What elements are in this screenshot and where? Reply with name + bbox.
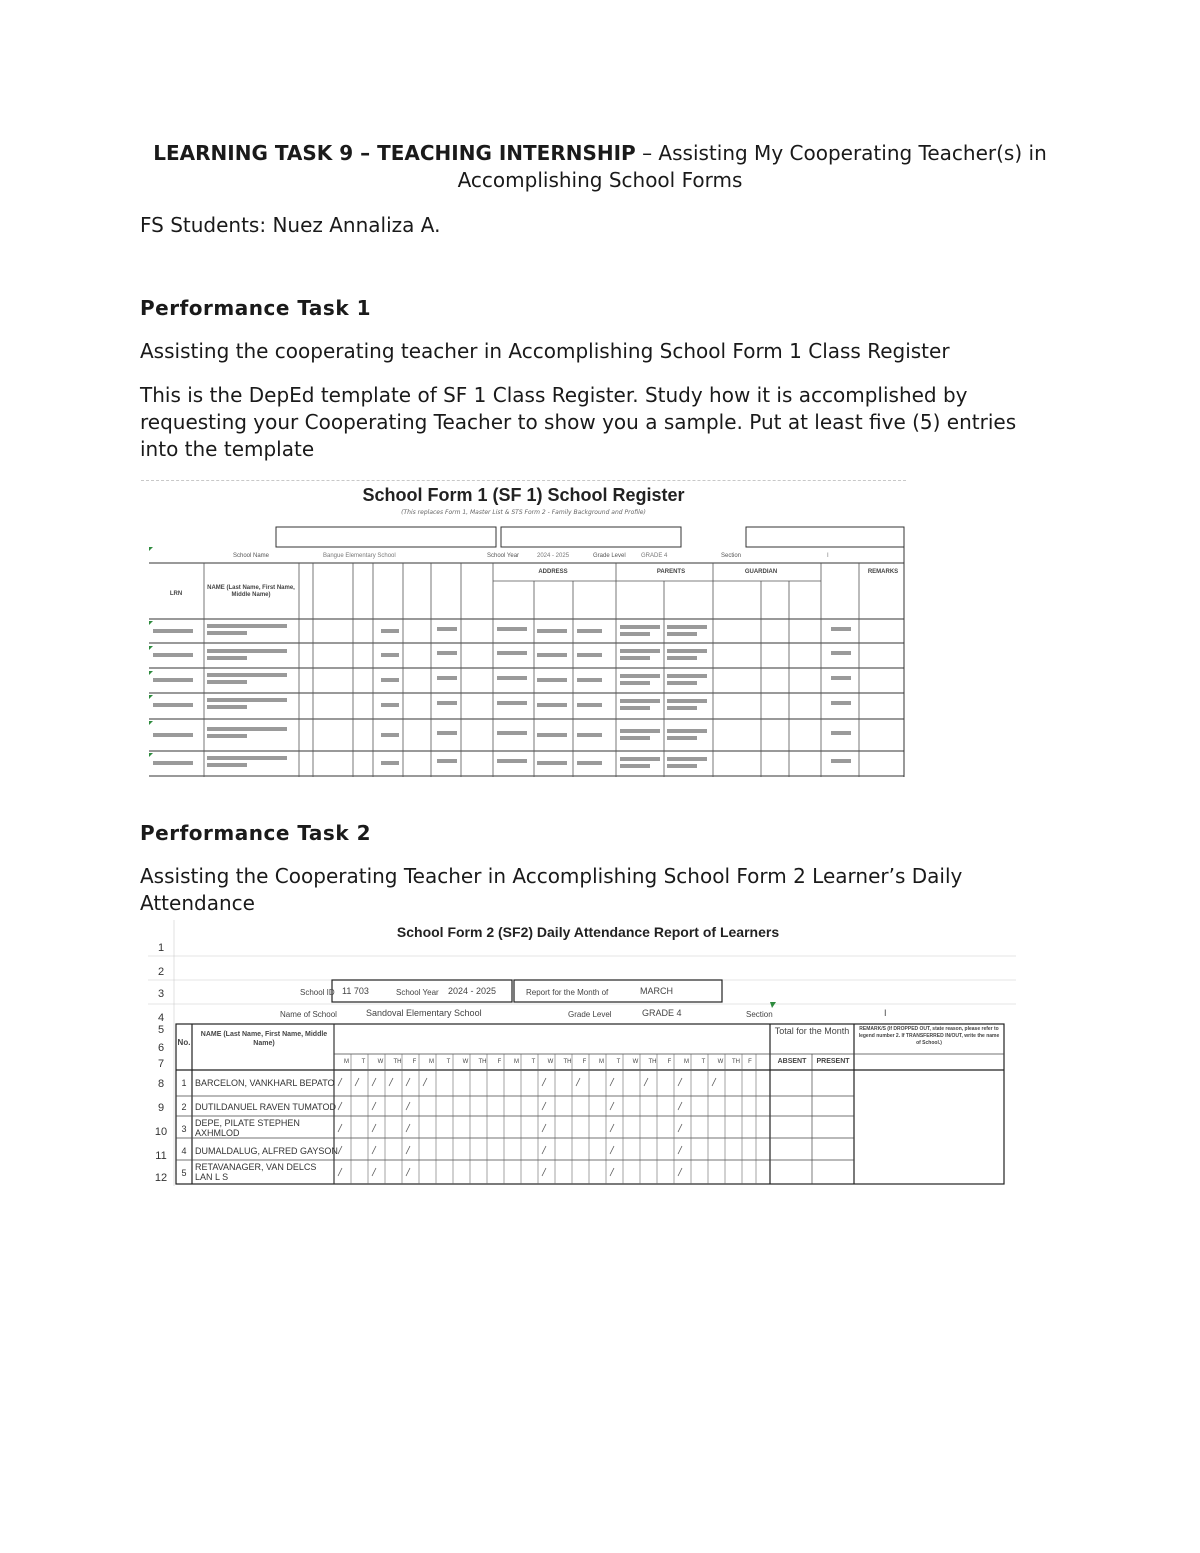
- sf2-learner-no: 5: [181, 1168, 187, 1178]
- sf2-school-name: Sandoval Elementary School: [366, 1008, 482, 1018]
- sf2-day-letter: F: [582, 1059, 587, 1065]
- sf2-row-number: 10: [154, 1126, 168, 1138]
- sf2-day-letter: F: [748, 1059, 752, 1065]
- sf2-day-letter: T: [361, 1059, 366, 1065]
- sf2-section-label: Section: [746, 1010, 773, 1019]
- sf2-school-id: 11 703: [342, 986, 369, 996]
- sf2-learner-no: 2: [181, 1102, 187, 1112]
- sf2-month-label: Report for the Month of: [526, 988, 609, 997]
- sf1-col-remarks: REMARKS: [867, 569, 899, 575]
- sf2-school-year: 2024 - 2025: [448, 986, 497, 996]
- sf2-day-letter: T: [701, 1059, 706, 1065]
- sf1-title: School Form 1 (SF 1) School Register: [362, 485, 685, 505]
- sf2-day-letter: M: [344, 1059, 349, 1065]
- sf1-col-guardian: GUARDIAN: [744, 569, 778, 575]
- sf2-day-letter: W: [377, 1059, 384, 1065]
- sf1-subtitle: (This replaces Form 1, Master List & STS Form 2 - Family Background and Profile): [401, 509, 646, 516]
- task2-subtitle: Assisting the Cooperating Teacher in Accomplishing School Form 2 Learner’s Daily Attendance: [140, 864, 963, 915]
- sf2-day-letter: TH: [478, 1059, 487, 1065]
- sf2-day-letter: F: [412, 1059, 417, 1065]
- sf1-col-name: NAME (Last Name, First Name, Middle Name): [207, 585, 295, 598]
- sf2-day-letter: TH: [648, 1059, 657, 1065]
- sf1-grid: [141, 481, 906, 777]
- sf2-day-letter: T: [531, 1059, 536, 1065]
- sf2-learner-name: DUTILDANUEL RAVEN TUMATOD: [195, 1102, 337, 1112]
- sf2-day-letter: TH: [732, 1059, 740, 1065]
- sf2-row-number: 5: [157, 1024, 165, 1036]
- sf1-col-parents: PARENTS: [656, 569, 686, 575]
- sf2-day-letter: W: [462, 1059, 469, 1065]
- sf1-section-label: Section: [721, 553, 742, 559]
- sf2-day-letter: F: [667, 1059, 672, 1065]
- sf2-row-number: 3: [157, 988, 165, 1000]
- sf1-screenshot: [141, 480, 906, 777]
- sf2-row-number: 7: [157, 1058, 165, 1070]
- sf2-school-name-label: Name of School: [280, 1010, 337, 1019]
- sf2-row-number: 1: [157, 942, 165, 954]
- sf2-row-number: 11: [155, 1150, 167, 1162]
- sf2-no-header: No.: [177, 1038, 191, 1047]
- sf2-title: School Form 2 (SF2) Daily Attendance Report of Learners: [396, 924, 780, 940]
- sf2-row-number: 6: [157, 1042, 165, 1054]
- sf2-row-number: 2: [157, 966, 165, 978]
- sf2-section: I: [884, 1008, 887, 1018]
- students-line: FS Students: Nuez Annaliza A.: [140, 213, 441, 237]
- sf2-total-header: Total for the Month: [774, 1026, 850, 1036]
- sf2-learner-name: BARCELON, VANKHARL BEPATO: [195, 1078, 335, 1088]
- sf2-present-header: PRESENT: [816, 1058, 850, 1065]
- sf2-learner-name: DEPE, PILATE STEPHEN AXHMLOD: [195, 1118, 300, 1138]
- sf1-grade-label: Grade Level: [593, 553, 626, 559]
- task1-heading: Performance Task 1: [140, 296, 371, 320]
- sf2-learner-no: 1: [181, 1078, 187, 1088]
- sf2-remarks-header: REMARK/S (If DROPPED OUT, state reason, please refer to legend number 2. If TRANSFERRED IN/OUT, write the name of School.): [858, 1026, 1000, 1046]
- sf2-row-number: 4: [157, 1012, 165, 1024]
- title-rest: – Assisting My Cooperating Teacher(s) in Accomplishing School Forms: [457, 141, 1047, 192]
- sf1-school-name-label: School Name: [233, 553, 270, 559]
- sf2-school-id-label: School ID: [300, 988, 335, 997]
- sf2-school-year-label: School Year: [396, 988, 439, 997]
- sf2-name-header: NAME (Last Name, First Name, Middle Name): [200, 1031, 328, 1047]
- sf2-day-letter: M: [684, 1059, 689, 1065]
- sf2-day-letter: M: [429, 1059, 434, 1065]
- sf2-day-letter: TH: [393, 1059, 402, 1065]
- sf2-day-letter: T: [616, 1059, 621, 1065]
- title-bold: LEARNING TASK 9 – TEACHING INTERNSHIP: [153, 141, 636, 165]
- sf1-section: I: [827, 553, 829, 559]
- task2-heading: Performance Task 2: [140, 821, 371, 845]
- sf2-day-letter: T: [446, 1059, 451, 1065]
- sf2-month: MARCH: [640, 986, 673, 996]
- sf2-learner-no: 4: [181, 1146, 187, 1156]
- sf2-grade-label: Grade Level: [568, 1010, 612, 1019]
- sf2-day-letter: M: [599, 1059, 604, 1065]
- sf2-day-letter: F: [497, 1059, 502, 1065]
- sf2-day-letter: W: [632, 1059, 639, 1065]
- sf2-learner-name: DUMALDALUG, ALFRED GAYSON: [195, 1146, 338, 1156]
- sf2-day-letter: W: [547, 1059, 554, 1065]
- sf1-school-name: Bangue Elementary School: [323, 553, 396, 559]
- sf1-school-year-label: School Year: [487, 553, 520, 559]
- sf1-school-year: 2024 - 2025: [537, 553, 570, 559]
- task1-subtitle: Assisting the cooperating teacher in Accomplishing School Form 1 Class Register: [140, 339, 950, 363]
- sf2-row-number: 8: [157, 1078, 165, 1090]
- sf2-day-letter: W: [717, 1059, 724, 1065]
- sf2-screenshot: [148, 920, 1016, 1186]
- sf2-learner-no: 3: [181, 1124, 187, 1134]
- document-title: [140, 140, 1060, 194]
- task1-instructions: This is the DepEd template of SF 1 Class Register. Study how it is accomplished by requesting your Cooperating Teacher to show you a sample. Put at least five (5) entries into the template: [140, 383, 1017, 461]
- sf1-col-lrn: LRN: [169, 591, 183, 597]
- sf2-learner-name: RETAVANAGER, VAN DELCS LAN L S: [195, 1162, 317, 1182]
- sf2-grade: GRADE 4: [642, 1008, 682, 1018]
- sf2-row-number: 9: [157, 1102, 165, 1114]
- sf1-col-address: ADDRESS: [538, 569, 568, 575]
- sf2-row-number: 12: [154, 1172, 168, 1184]
- sf2-day-letter: M: [514, 1059, 519, 1065]
- sf2-day-letter: TH: [563, 1059, 572, 1065]
- sf1-grade: GRADE 4: [641, 553, 668, 559]
- sf2-absent-header: ABSENT: [777, 1058, 807, 1065]
